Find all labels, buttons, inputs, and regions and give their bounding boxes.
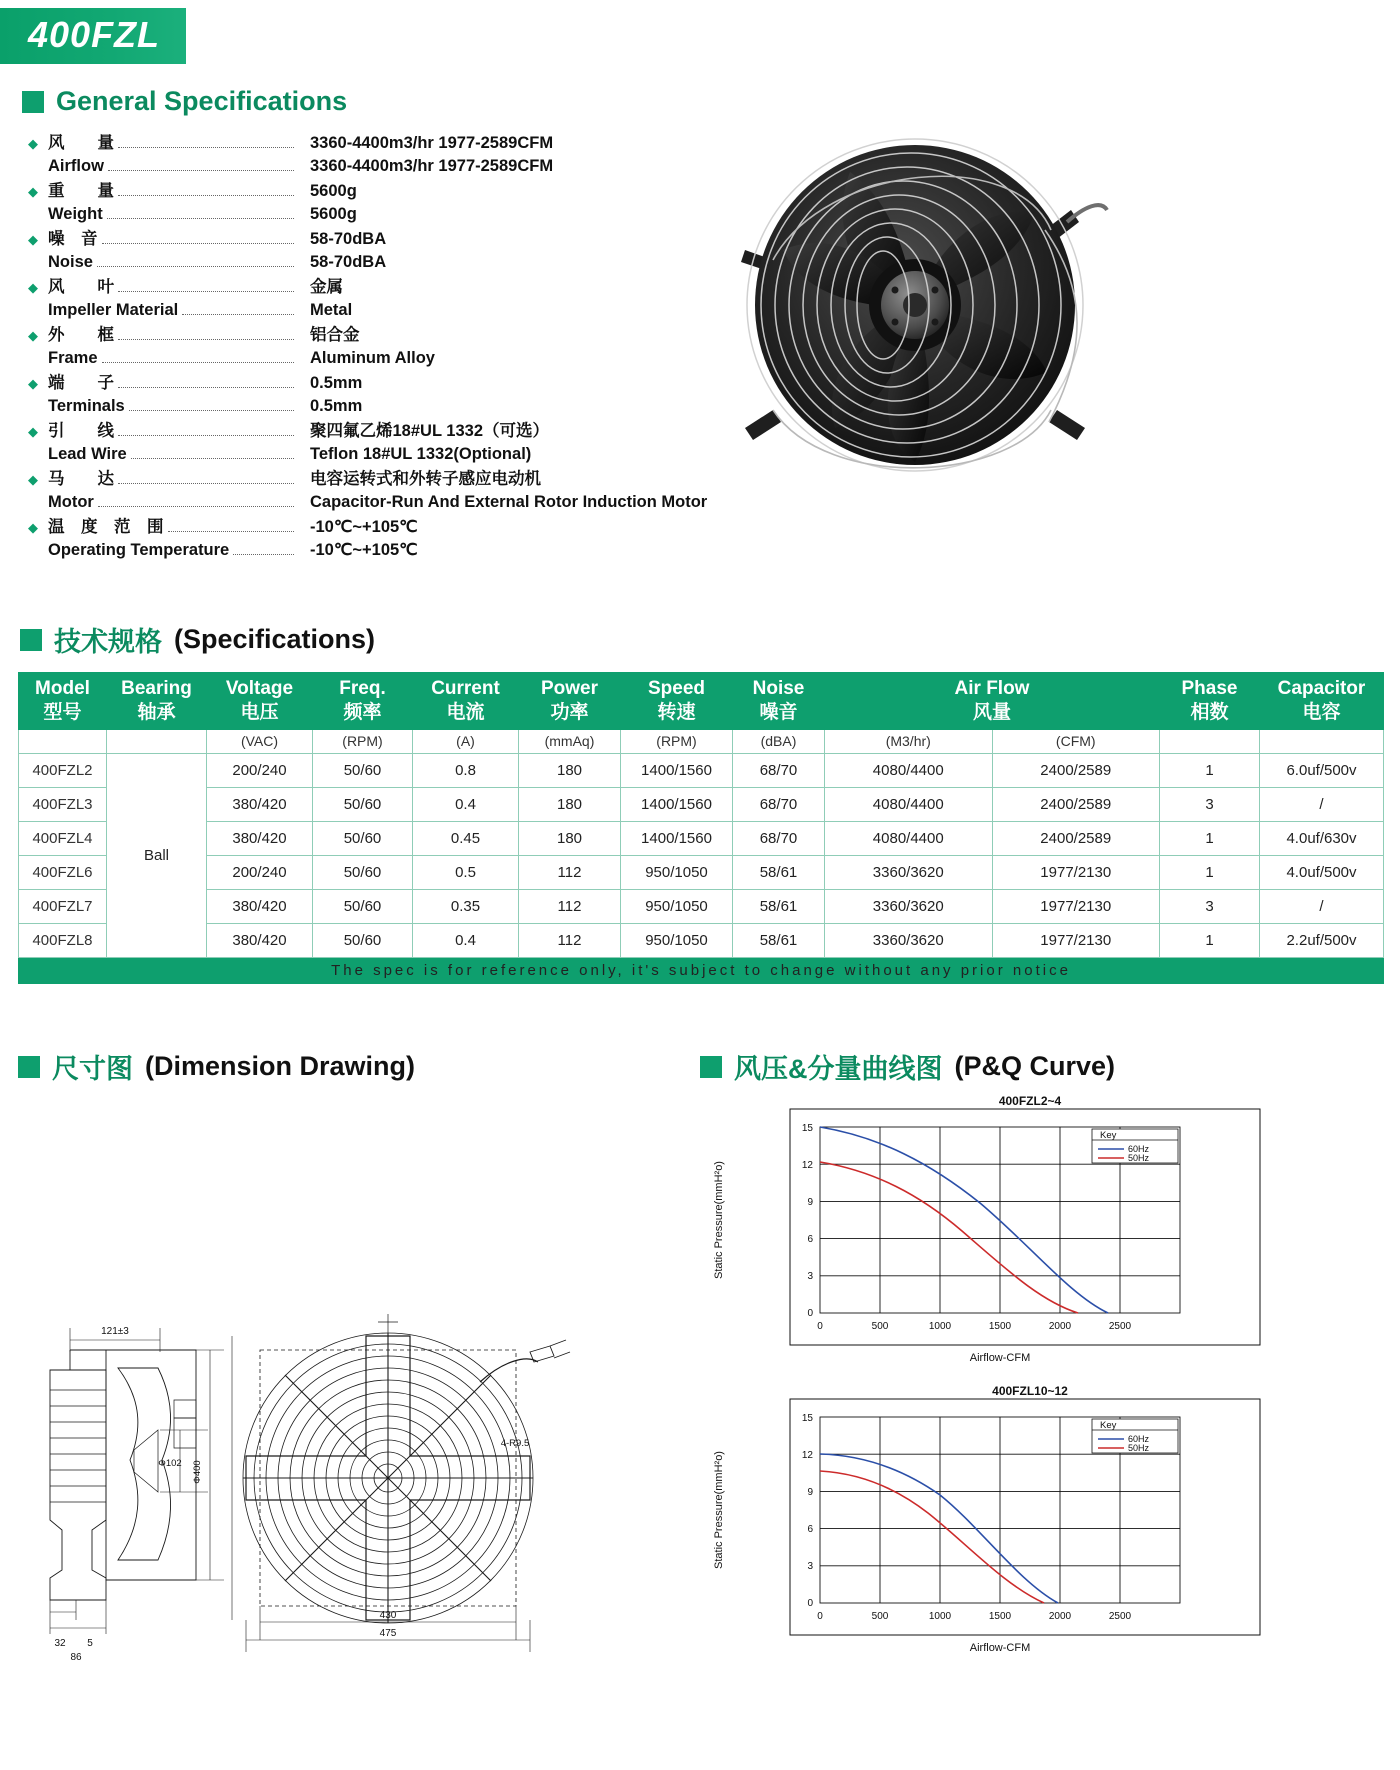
spec-value-cn: 聚四氟乙烯18#UL 1332（可选） xyxy=(310,422,550,440)
cell-airflow-m3: 3360/3620 xyxy=(825,924,993,958)
col-header-phase: Phase 相数 xyxy=(1160,673,1260,730)
cell-airflow-m3: 4080/4400 xyxy=(825,754,993,788)
diamond-bullet-icon: ◆ xyxy=(28,136,38,151)
spec-label-cn: 重 量 xyxy=(48,182,114,200)
section-marker-icon xyxy=(700,1056,722,1078)
leader-dots xyxy=(108,161,294,171)
ytick: 15 xyxy=(801,1123,813,1134)
spec-item-airflow xyxy=(28,132,718,178)
ytick: 12 xyxy=(801,1160,813,1171)
spec-label-en: Terminals xyxy=(48,397,125,415)
general-specifications-header xyxy=(22,86,347,117)
spec-label-en: Frame xyxy=(48,349,98,367)
xtick: 1500 xyxy=(988,1321,1012,1332)
spec-value-en: 3360-4400m3/hr 1977-2589CFM xyxy=(310,157,554,175)
cell-phase: 1 xyxy=(1160,754,1260,788)
cell-noise: 68/70 xyxy=(733,754,825,788)
table-footnote-row xyxy=(19,958,1384,984)
y-axis-label: Static Pressure(mmH²o) xyxy=(713,1161,725,1279)
cell-airflow-cfm: 2400/2589 xyxy=(992,754,1160,788)
xtick: 2000 xyxy=(1048,1321,1072,1332)
spec-item-motor xyxy=(28,468,718,514)
cell-voltage: 380/420 xyxy=(207,890,313,924)
xtick: 2000 xyxy=(1048,1611,1072,1622)
col-header-bearing: Bearing 轴承 xyxy=(107,673,207,730)
cell-noise: 58/61 xyxy=(733,924,825,958)
diamond-bullet-icon: ◆ xyxy=(28,520,38,535)
spec-item-frame xyxy=(28,324,718,370)
dim-label-small1: 32 xyxy=(54,1638,66,1649)
spec-value-en: Metal xyxy=(310,301,353,319)
spec-label-en: Airflow xyxy=(48,157,104,175)
spec-value-cn: 电容运转式和外转子感应电动机 xyxy=(310,470,541,488)
unit-airflow-cfm: (CFM) xyxy=(992,729,1160,754)
dim-label-outer: 475 xyxy=(379,1628,397,1639)
ytick: 3 xyxy=(807,1561,813,1572)
cell-phase: 3 xyxy=(1160,788,1260,822)
dim-label-bore: Φ102 xyxy=(158,1458,182,1469)
diamond-bullet-icon: ◆ xyxy=(28,328,38,343)
cell-frequency: 50/60 xyxy=(313,788,413,822)
cell-voltage: 200/240 xyxy=(207,856,313,890)
cell-current: 0.35 xyxy=(413,890,519,924)
cell-airflow-cfm: 1977/2130 xyxy=(992,924,1160,958)
cell-model: 400FZL6 xyxy=(19,856,107,890)
general-specifications-list xyxy=(28,132,718,564)
cell-current: 0.4 xyxy=(413,924,519,958)
cell-airflow-m3: 3360/3620 xyxy=(825,890,993,924)
cell-frequency: 50/60 xyxy=(313,924,413,958)
spec-value-en: Aluminum Alloy xyxy=(310,349,435,367)
table-row xyxy=(19,822,1384,856)
spec-label-cn: 端 子 xyxy=(48,374,114,392)
table-row xyxy=(19,788,1384,822)
col-header-speed: Speed 转速 xyxy=(621,673,733,730)
cell-noise: 58/61 xyxy=(733,856,825,890)
leader-dots xyxy=(118,330,294,340)
unit-airflow-m3: (M3/hr) xyxy=(825,729,993,754)
cell-model: 400FZL3 xyxy=(19,788,107,822)
cell-phase: 3 xyxy=(1160,890,1260,924)
dim-label-small2: 5 xyxy=(87,1638,93,1649)
leader-dots xyxy=(118,426,294,436)
ytick: 6 xyxy=(807,1234,813,1245)
table-row xyxy=(19,754,1384,788)
cell-capacitor: 2.2uf/500v xyxy=(1260,924,1384,958)
pq-chart-1 xyxy=(700,1095,1390,1375)
table-units-row xyxy=(19,729,1384,754)
cell-phase: 1 xyxy=(1160,856,1260,890)
table-row xyxy=(19,924,1384,958)
cell-power: 180 xyxy=(519,822,621,856)
table-header-row xyxy=(19,673,1384,730)
ytick: 12 xyxy=(801,1450,813,1461)
unit-phase xyxy=(1160,729,1260,754)
diamond-bullet-icon: ◆ xyxy=(28,376,38,391)
spec-value-cn: 5600g xyxy=(310,182,357,200)
page-title: 400FZL xyxy=(0,8,186,64)
unit-voltage: (VAC) xyxy=(207,729,313,754)
leader-dots xyxy=(129,401,294,411)
unit-model xyxy=(19,729,107,754)
dimension-section-header xyxy=(18,1047,415,1086)
cell-airflow-cfm: 2400/2589 xyxy=(992,788,1160,822)
spec-label-en: Weight xyxy=(48,205,103,223)
leader-dots xyxy=(107,209,294,219)
cell-frequency: 50/60 xyxy=(313,856,413,890)
diamond-bullet-icon: ◆ xyxy=(28,184,38,199)
leader-dots xyxy=(168,522,295,532)
cell-airflow-cfm: 1977/2130 xyxy=(992,856,1160,890)
unit-frequency: (RPM) xyxy=(313,729,413,754)
xtick: 0 xyxy=(817,1611,823,1622)
cell-voltage: 380/420 xyxy=(207,788,313,822)
spec-label-cn: 马 达 xyxy=(48,470,114,488)
leader-dots xyxy=(118,378,294,388)
cell-bearing: Ball xyxy=(107,754,207,958)
dim-label-width: 121±3 xyxy=(101,1326,129,1337)
ytick: 15 xyxy=(801,1413,813,1424)
leader-dots xyxy=(102,234,295,244)
cell-capacitor: / xyxy=(1260,788,1384,822)
spec-value-cn: 铝合金 xyxy=(310,326,360,344)
col-header-model: Model 型号 xyxy=(19,673,107,730)
specifications-section-header xyxy=(20,620,375,659)
xtick: 2500 xyxy=(1108,1611,1132,1622)
x-axis-label: Airflow-CFM xyxy=(969,1642,1031,1654)
cell-noise: 68/70 xyxy=(733,822,825,856)
spec-label-en: Lead Wire xyxy=(48,445,127,463)
spec-value-cn: -10℃~+105℃ xyxy=(310,518,418,536)
specifications-table xyxy=(18,672,1384,984)
col-header-airflow: Air Flow 风量 xyxy=(825,673,1160,730)
dimension-title-cn: 尺寸图 xyxy=(52,1054,133,1084)
cell-capacitor: / xyxy=(1260,890,1384,924)
pq-curve-charts xyxy=(700,1095,1390,1755)
cell-model: 400FZL8 xyxy=(19,924,107,958)
spec-value-en: Teflon 18#UL 1332(Optional) xyxy=(310,445,532,463)
spec-item-impeller-material xyxy=(28,276,718,322)
xtick: 1000 xyxy=(928,1321,952,1332)
dim-label-pitch: 430 xyxy=(379,1610,397,1621)
specifications-title-en: (Specifications) xyxy=(174,624,376,654)
cell-current: 0.4 xyxy=(413,788,519,822)
cell-model: 400FZL4 xyxy=(19,822,107,856)
spec-item-terminals xyxy=(28,372,718,418)
spec-value-cn: 0.5mm xyxy=(310,374,363,392)
spec-value-cn: 58-70dBA xyxy=(310,230,387,248)
unit-bearing xyxy=(107,729,207,754)
general-specifications-title: General Specifications xyxy=(56,86,348,116)
leader-dots xyxy=(97,257,294,267)
cell-airflow-m3: 3360/3620 xyxy=(825,856,993,890)
leader-dots xyxy=(233,545,294,555)
dimension-drawing xyxy=(10,1100,670,1660)
unit-noise: (dBA) xyxy=(733,729,825,754)
cell-phase: 1 xyxy=(1160,924,1260,958)
legend-entry-60hz: 60Hz xyxy=(1128,1144,1150,1154)
table-row xyxy=(19,856,1384,890)
product-photo-axial-fan xyxy=(715,110,1115,510)
spec-item-lead-wire xyxy=(28,420,718,466)
leader-dots xyxy=(98,497,294,507)
spec-value-en: 5600g xyxy=(310,205,357,223)
y-axis-label: Static Pressure(mmH²o) xyxy=(713,1451,725,1569)
spec-label-cn: 风 量 xyxy=(48,134,114,152)
cell-capacitor: 4.0uf/630v xyxy=(1260,822,1384,856)
cell-speed: 1400/1560 xyxy=(621,822,733,856)
col-header-noise: Noise 噪音 xyxy=(733,673,825,730)
diamond-bullet-icon: ◆ xyxy=(28,424,38,439)
ytick: 0 xyxy=(807,1308,813,1319)
spec-value-en: -10℃~+105℃ xyxy=(310,541,418,559)
cell-airflow-m3: 4080/4400 xyxy=(825,788,993,822)
legend-key-label: Key xyxy=(1100,1130,1117,1141)
cell-frequency: 50/60 xyxy=(313,754,413,788)
cell-capacitor: 4.0uf/500v xyxy=(1260,856,1384,890)
cell-capacitor: 6.0uf/500v xyxy=(1260,754,1384,788)
unit-speed: (RPM) xyxy=(621,729,733,754)
x-axis-label: Airflow-CFM xyxy=(969,1352,1031,1364)
cell-power: 112 xyxy=(519,856,621,890)
col-header-capacitor: Capacitor 电容 xyxy=(1260,673,1384,730)
col-header-frequency: Freq. 频率 xyxy=(313,673,413,730)
specifications-table-wrapper xyxy=(18,672,1384,984)
col-header-voltage: Voltage 电压 xyxy=(207,673,313,730)
cell-voltage: 200/240 xyxy=(207,754,313,788)
cell-power: 112 xyxy=(519,890,621,924)
xtick: 1000 xyxy=(928,1611,952,1622)
cell-model: 400FZL7 xyxy=(19,890,107,924)
ytick: 9 xyxy=(807,1197,813,1208)
spec-label-cn: 外 框 xyxy=(48,326,114,344)
dim-label-impeller: Φ400 xyxy=(192,1460,203,1484)
leader-dots xyxy=(118,474,294,484)
spec-label-cn: 风 叶 xyxy=(48,278,114,296)
dimension-title-en: (Dimension Drawing) xyxy=(145,1051,416,1081)
cell-power: 180 xyxy=(519,788,621,822)
leader-dots xyxy=(118,138,294,148)
pq-title-cn: 风压&分量曲线图 xyxy=(734,1054,943,1084)
spec-label-en: Impeller Material xyxy=(48,301,179,319)
xtick: 500 xyxy=(871,1321,889,1332)
chart-legend xyxy=(1092,1129,1178,1163)
cell-airflow-cfm: 1977/2130 xyxy=(992,890,1160,924)
spec-label-en: Noise xyxy=(48,253,93,271)
leader-dots xyxy=(102,353,294,363)
cell-noise: 58/61 xyxy=(733,890,825,924)
spec-item-weight xyxy=(28,180,718,226)
cell-current: 0.45 xyxy=(413,822,519,856)
leader-dots xyxy=(118,186,294,196)
cell-speed: 950/1050 xyxy=(621,856,733,890)
spec-value-cn: 3360-4400m3/hr 1977-2589CFM xyxy=(310,134,554,152)
cell-airflow-m3: 4080/4400 xyxy=(825,822,993,856)
cell-power: 112 xyxy=(519,924,621,958)
cell-frequency: 50/60 xyxy=(313,822,413,856)
section-marker-icon xyxy=(20,629,42,651)
section-marker-icon xyxy=(18,1056,40,1078)
cell-frequency: 50/60 xyxy=(313,890,413,924)
chart-title: 400FZL2~4 xyxy=(998,1095,1062,1108)
col-header-power: Power 功率 xyxy=(519,673,621,730)
spec-label-cn: 噪 音 xyxy=(48,230,98,248)
cell-noise: 68/70 xyxy=(733,788,825,822)
ytick: 9 xyxy=(807,1487,813,1498)
chart-legend xyxy=(1092,1419,1178,1453)
spec-label-en: Motor xyxy=(48,493,94,511)
section-marker-icon xyxy=(22,91,44,113)
ytick: 3 xyxy=(807,1271,813,1282)
spec-item-operating-temperature xyxy=(28,516,718,562)
legend-key-label: Key xyxy=(1100,1420,1117,1431)
legend-entry-50hz: 50Hz xyxy=(1128,1443,1150,1453)
cell-airflow-cfm: 2400/2589 xyxy=(992,822,1160,856)
cell-voltage: 380/420 xyxy=(207,924,313,958)
cell-current: 0.8 xyxy=(413,754,519,788)
cell-phase: 1 xyxy=(1160,822,1260,856)
col-header-current: Current 电流 xyxy=(413,673,519,730)
spec-value-cn: 金属 xyxy=(310,278,343,296)
cell-power: 180 xyxy=(519,754,621,788)
diamond-bullet-icon: ◆ xyxy=(28,472,38,487)
xtick: 1500 xyxy=(988,1611,1012,1622)
spec-item-noise xyxy=(28,228,718,274)
spec-value-en: 58-70dBA xyxy=(310,253,387,271)
dim-label-base: 86 xyxy=(70,1652,82,1660)
cell-voltage: 380/420 xyxy=(207,822,313,856)
unit-power: (mmAq) xyxy=(519,729,621,754)
ytick: 6 xyxy=(807,1524,813,1535)
cell-speed: 950/1050 xyxy=(621,890,733,924)
unit-capacitor xyxy=(1260,729,1384,754)
spec-label-cn: 引 线 xyxy=(48,422,114,440)
pq-title-en: (P&Q Curve) xyxy=(954,1051,1116,1081)
spec-label-en: Operating Temperature xyxy=(48,541,230,559)
cell-current: 0.5 xyxy=(413,856,519,890)
cell-model: 400FZL2 xyxy=(19,754,107,788)
xtick: 500 xyxy=(871,1611,889,1622)
cell-speed: 1400/1560 xyxy=(621,754,733,788)
spec-label-cn: 温 度 范 围 xyxy=(48,518,164,536)
table-footnote: The spec is for reference only, it's subject to change without any prior notice xyxy=(19,958,1384,984)
ytick: 0 xyxy=(807,1598,813,1609)
diamond-bullet-icon: ◆ xyxy=(28,232,38,247)
xtick: 0 xyxy=(817,1321,823,1332)
leader-dots xyxy=(131,449,294,459)
leader-dots xyxy=(118,282,294,292)
pq-section-header xyxy=(700,1047,1115,1086)
diamond-bullet-icon: ◆ xyxy=(28,280,38,295)
dim-label-radius: 4-R9.5 xyxy=(500,1438,530,1449)
spec-value-en: 0.5mm xyxy=(310,397,363,415)
legend-entry-50hz: 50Hz xyxy=(1128,1153,1150,1163)
cell-speed: 1400/1560 xyxy=(621,788,733,822)
cell-speed: 950/1050 xyxy=(621,924,733,958)
leader-dots xyxy=(182,305,294,315)
xtick: 2500 xyxy=(1108,1321,1132,1332)
chart-title: 400FZL10~12 xyxy=(992,1385,1068,1398)
table-row xyxy=(19,890,1384,924)
specifications-title-cn: 技术规格 xyxy=(54,627,162,657)
spec-value-en: Capacitor-Run And External Rotor Induction Motor xyxy=(310,493,708,511)
unit-current: (A) xyxy=(413,729,519,754)
pq-chart-2 xyxy=(700,1385,1390,1665)
legend-entry-60hz: 60Hz xyxy=(1128,1434,1150,1444)
